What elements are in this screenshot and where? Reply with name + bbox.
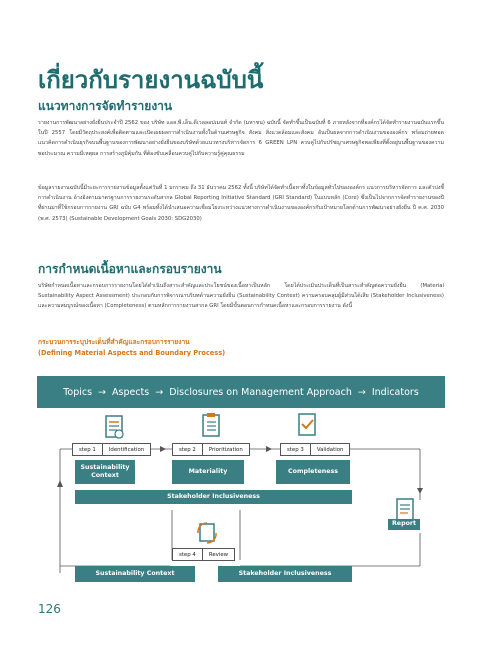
section-heading-content-boundary: การกำหนดเนื้อหาและกรอบรายงาน: [38, 262, 222, 276]
review-cycle-icon: [196, 520, 218, 546]
step-number: step 3: [281, 444, 311, 455]
step-3-label: [280, 443, 350, 456]
banner-aspects: Aspects: [112, 386, 150, 398]
page-title: เกี่ยวกับรายงานฉบับนี้: [38, 66, 264, 94]
arrow-right-icon: →: [357, 386, 366, 398]
step-name: Prioritization: [208, 446, 243, 453]
box-report: Report: [388, 519, 420, 530]
arrow-right-icon: →: [98, 386, 107, 398]
box-stakeholder-inclusiveness: Stakeholder Inclusiveness: [75, 490, 352, 504]
box-materiality: Materiality: [172, 460, 244, 484]
process-heading-en: (Defining Material Aspects and Boundary Process): [38, 349, 226, 357]
banner-indicators: Indicators: [371, 386, 419, 398]
step-number: step 2: [173, 444, 203, 455]
box-bottom-stakeholder-inclusiveness: Stakeholder Inclusiveness: [218, 566, 352, 582]
step-number: step 1: [73, 444, 103, 455]
box-bottom-sustainability-context: Sustainability Context: [75, 566, 195, 582]
banner-disclosures: Disclosures on Management Approach: [169, 386, 352, 398]
step-number: step 4: [173, 549, 203, 560]
box-completeness: Completeness: [276, 460, 350, 484]
prioritization-checklist-icon: [200, 412, 222, 438]
paragraph-approach-1: รายงานการพัฒนาอย่างยั่งยืนประจำปี 2562 ของ บริษัท แอล.พี.เอ็น.ดีเวลลอปเมนท์ จำกัด (มหาชน) ฉบับนี้ จัดทำขึ้นเป็นฉบับที่ 6 ภายหลังจากที่องค์กรได้จัดทำรายงานฉบับแรกขึ้นในปี 2557 โดยมีวัตถุประสงค์เพื่อติดตามและเปิดเผยผลการดำเนินงานทั้งในด้านเศรษฐกิจ สังคม สิ่งแวดล้อมและสังคม อันเป็นผลจากการดำเนินงานขององค์กร พร้อมถ่ายทอดแนวคิดการดำเนินธุรกิจบนพื้นฐานของการพัฒนาอย่างยั่งยืนของบริษัทด้วยแนวทางบริหารจัดการ 6 GREEN LPN ควบคู่ไปกับปรัชญาเศรษฐกิจพอเพียงที่ตั้งอยู่บนพื้นฐานของความพอประมาณ ความมีเหตุผล การสร้างภูมิคุ้มกัน ที่ต้องขับเคลื่อนควบคู่ไปกับความรู้คู่คุณธรรม: [38, 120, 444, 157]
process-heading-th: กระบวนการระบุประเด็นที่สำคัญและกรอบการรายงาน: [38, 338, 190, 346]
banner-topics: Topics: [63, 386, 93, 398]
step-name: Validation: [316, 446, 344, 453]
step-name: Identification: [108, 446, 145, 453]
paragraph-content-boundary: บริษัทกำหนดเนื้อหาและกรอบการรายงานโดยได้ดำเนินถึงสาระสำคัญและประโยชน์ของเนื้อหาเป็นหลัก โดยได้ประเมินประเด็นที่เป็นสาระสำคัญต่อความยั่งยืน (Material Sustainability Aspect Assessment) ประกอบกับการพิจารณาบริบทด้านความยั่งยืน (Sustainability Context) ความครอบคลุมผู้มีส่วนได้เสีย (Stakeholder Inclusiveness) และความสมบูรณ์ของเนื้อหา (Completeness) ตามหลักการรายงานสากล GRI โดยมีขั้นตอนการกำหนดเนื้อหาและกรอบการรายงาน ดังนี้: [38, 283, 444, 310]
step-2-label: [172, 443, 250, 456]
arrow-right-icon: →: [155, 386, 164, 398]
paragraph-approach-2: ข้อมูลรายงานฉบับนี้มีระยะการรายงานข้อมูลตั้งแต่วันที่ 1 มกราคม ถึง 31 ธันวาคม 2562 ทั้งนี้ บริษัทได้จัดทำเนื้อหาทั้งในข้อมูลทั่วไปขององค์กร แนวการบริหารจัดการ และตัวบ่งชี้การดำเนินงาน อ้างอิงตามมาตรฐานการรายงานระดับสากล Global Reporting Initiative Standard (GRI Standard) ในแบบหลัก (Core) ซึ่งเป็นไปจากการจัดทำรายงานของปีที่ผ่านมาที่ใช้กรอบการรายงาน GRI ฉบับ G4 พร้อมทั้งได้นำเสนอความเชื่อมโยงระหว่างแนวทางการดำเนินงานขององค์กรกับเป้าหมายโลกด้านการพัฒนาอย่างยั่งยืน ปี ค.ศ. 2030 (พ.ศ. 2573) (Sustainable Development Goals 2030: SDG2030): [38, 185, 444, 222]
step-name: Review: [208, 551, 229, 558]
page-number: 126: [38, 602, 61, 616]
step-1-label: [72, 443, 151, 456]
identification-document-icon: [104, 414, 126, 440]
section-heading-approach: แนวทางการจัดทำรายงาน: [38, 99, 173, 113]
validation-check-icon: [296, 412, 318, 438]
step-4-label: [172, 548, 235, 561]
box-sustainability-context: Sustainability Context: [75, 460, 135, 484]
